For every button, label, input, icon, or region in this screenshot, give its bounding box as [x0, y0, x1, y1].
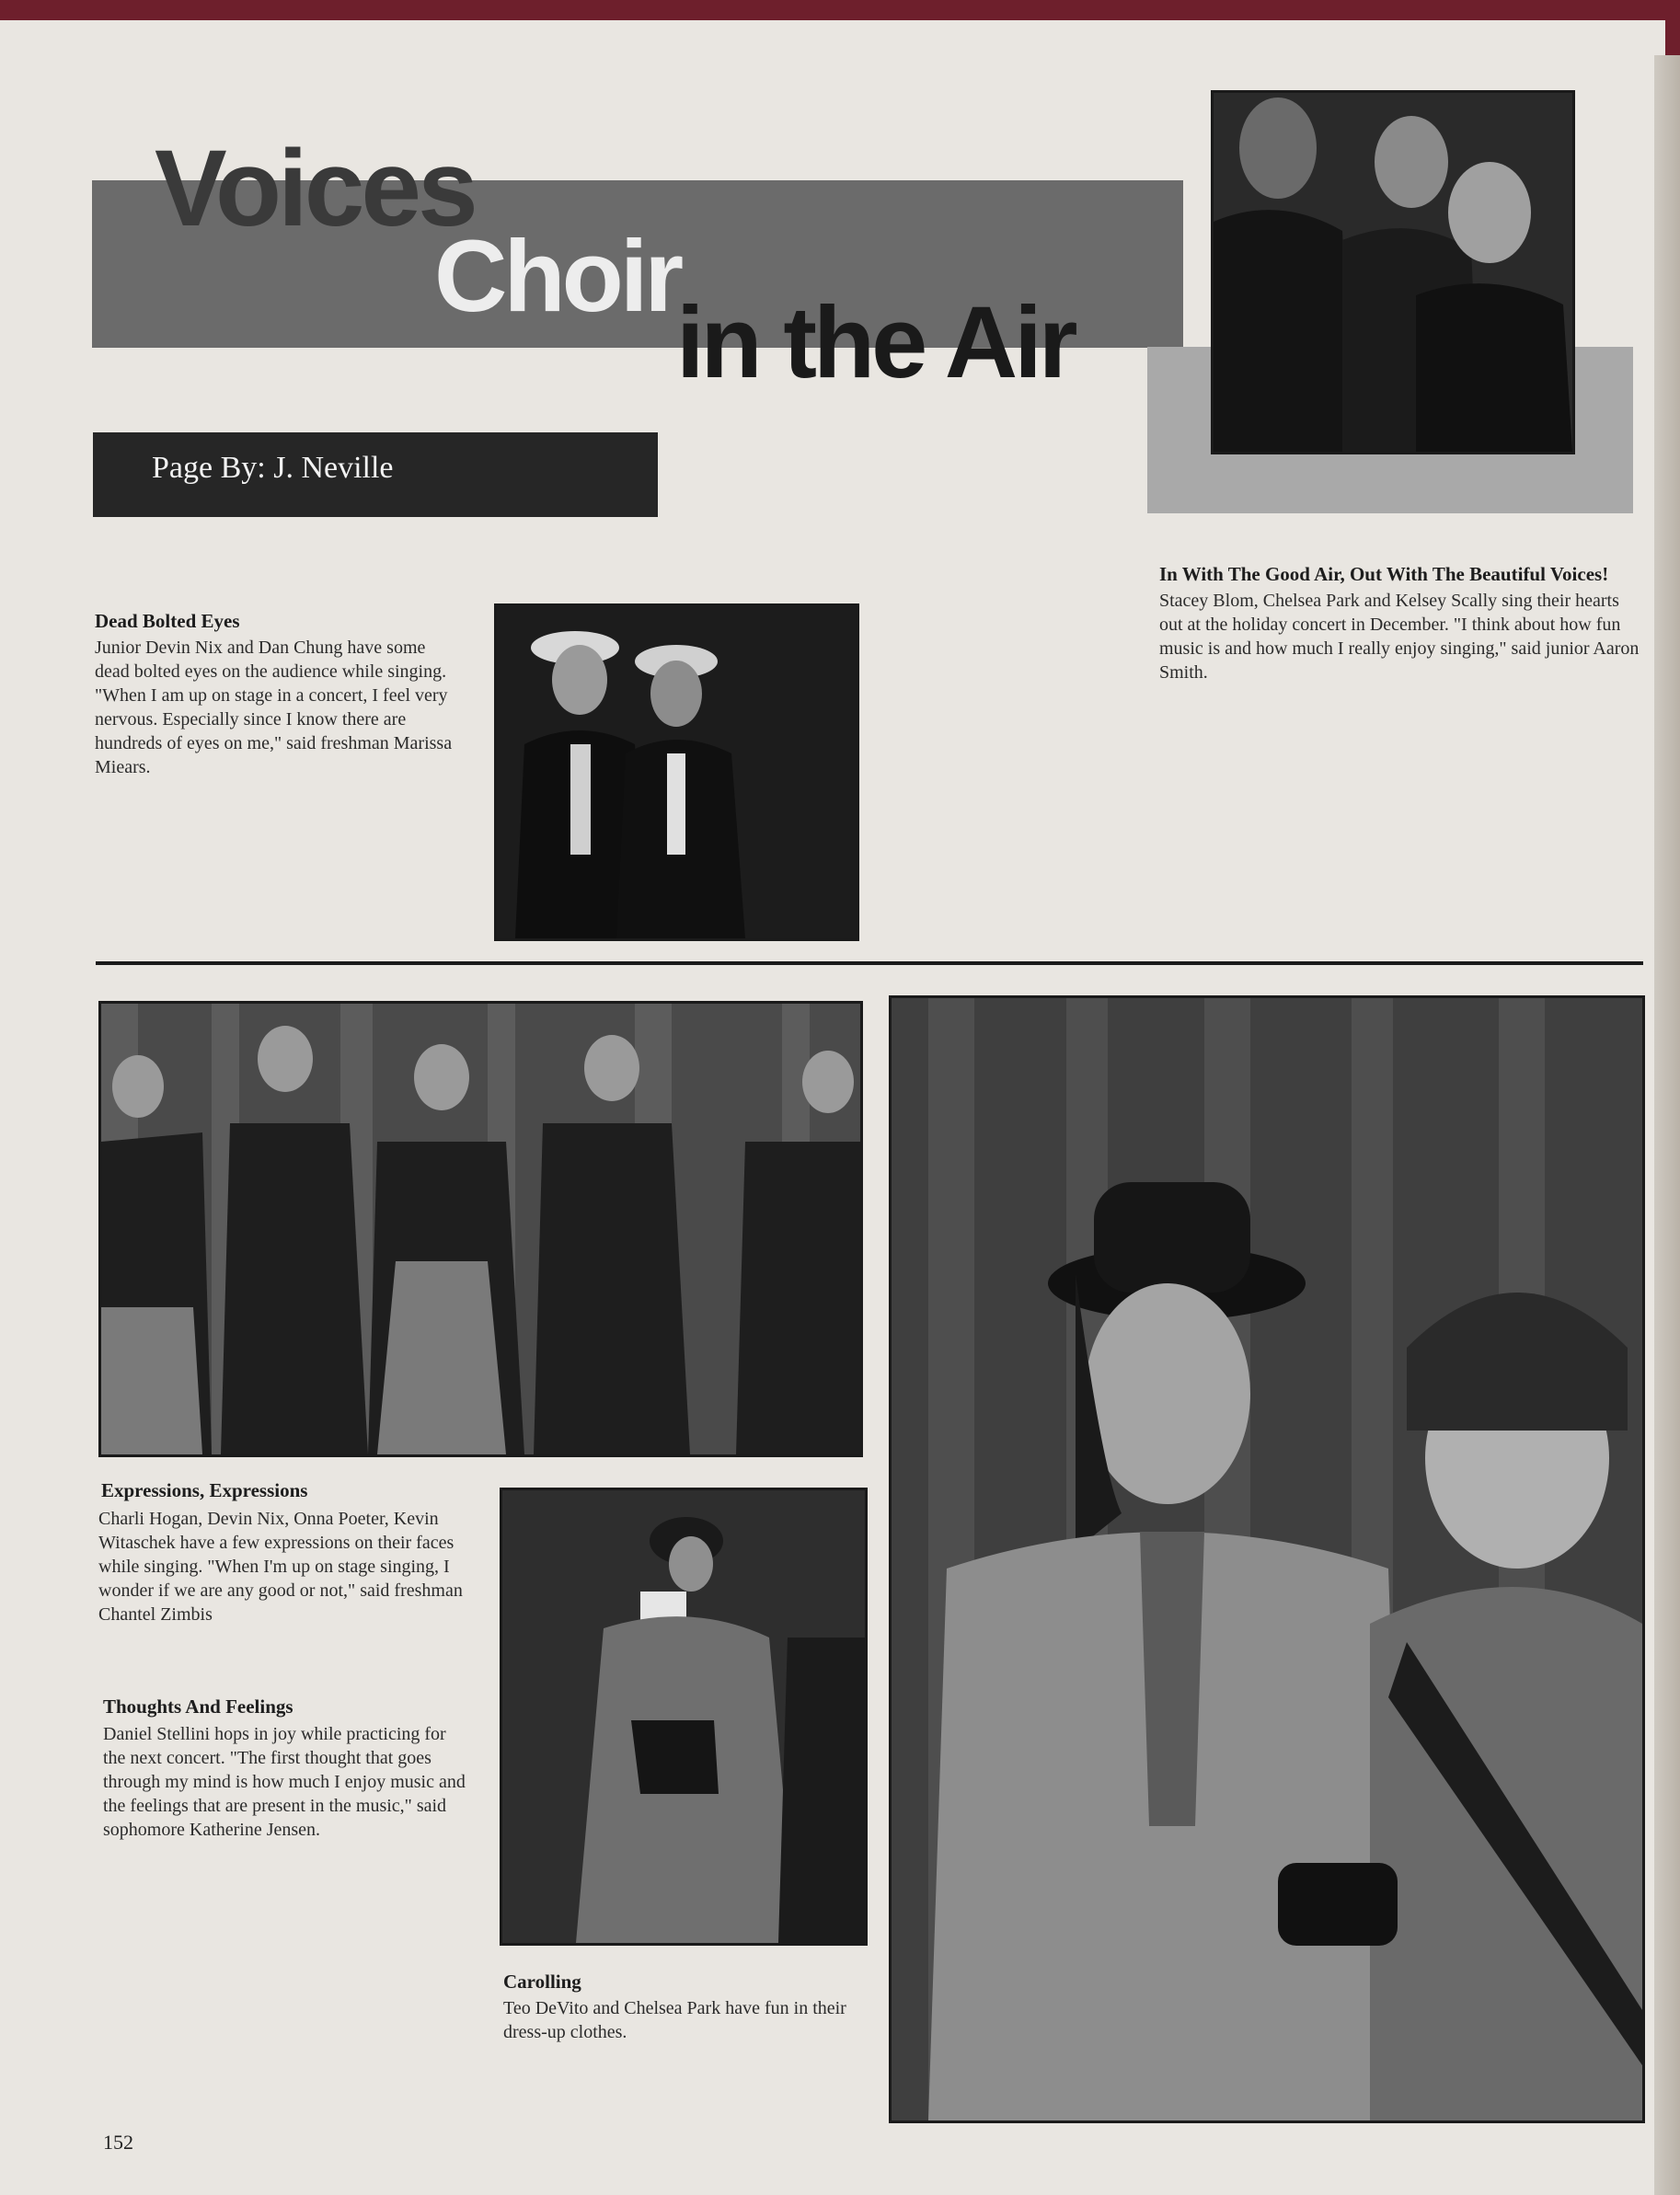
photo-costumed-pair	[889, 995, 1645, 2123]
photo-bell-choir	[98, 1001, 863, 1457]
caption-title-expressions: Expressions, Expressions	[101, 1479, 308, 1501]
caption-body-expressions: Charli Hogan, Devin Nix, Onna Poeter, Kevin Witaschek have a few expressions on their faces while singing. "When I'm up on stage singing, I wonder if we are any good or not," said freshman Chantel Zimbis	[98, 1509, 463, 1625]
caption-title-top-right: In With The Good Air, Out With The Beautiful Voices!	[1159, 563, 1609, 585]
caption-body-dead-bolted: Junior Devin Nix and Dan Chung have some dead bolted eyes on the audience while singing. "When I am up on stage in a concert, I feel very nervous. Especially since I know there are hundreds of eyes on me," said freshman Marissa Miears.	[95, 638, 453, 777]
caption-title-thoughts: Thoughts And Feelings	[103, 1695, 293, 1718]
choir-singers-silhouette	[1214, 93, 1572, 452]
caption-title-dead-bolted: Dead Bolted Eyes	[95, 610, 240, 632]
two-singers-silhouette	[497, 606, 857, 938]
caption-body-carolling: Teo DeVito and Chelsea Park have fun in their dress-up clothes.	[503, 1998, 846, 2042]
costumed-pair-silhouette	[892, 998, 1642, 2120]
photo-choir-singers	[1211, 90, 1575, 454]
photo-carolling-singer	[500, 1488, 868, 1946]
carolling-singer-silhouette	[502, 1490, 865, 1943]
bell-choir-silhouette	[101, 1004, 860, 1454]
section-divider	[96, 961, 1643, 965]
photo-two-singers	[494, 603, 859, 941]
book-spine	[1654, 55, 1680, 2195]
title-word-voices: Voices	[155, 128, 475, 249]
page-number: 152	[103, 2131, 133, 2154]
title-word-air: in the Air	[676, 286, 1075, 399]
caption-title-carolling: Carolling	[503, 1971, 581, 1993]
byline: Page By: J. Neville	[152, 451, 394, 485]
title-word-choir: Choir	[434, 220, 681, 333]
caption-body-thoughts: Daniel Stellini hops in joy while practicing for the next concert. "The first thought that goes through my mind is how much I enjoy music and the feelings that are present in the music," said sophomore Katherine Jensen.	[103, 1724, 466, 1840]
caption-body-top-right: Stacey Blom, Chelsea Park and Kelsey Scally sing their hearts out at the holiday concert in December. "I think about how fun music is and how much I really enjoy singing," said junior Aaron Smith.	[1159, 591, 1640, 683]
